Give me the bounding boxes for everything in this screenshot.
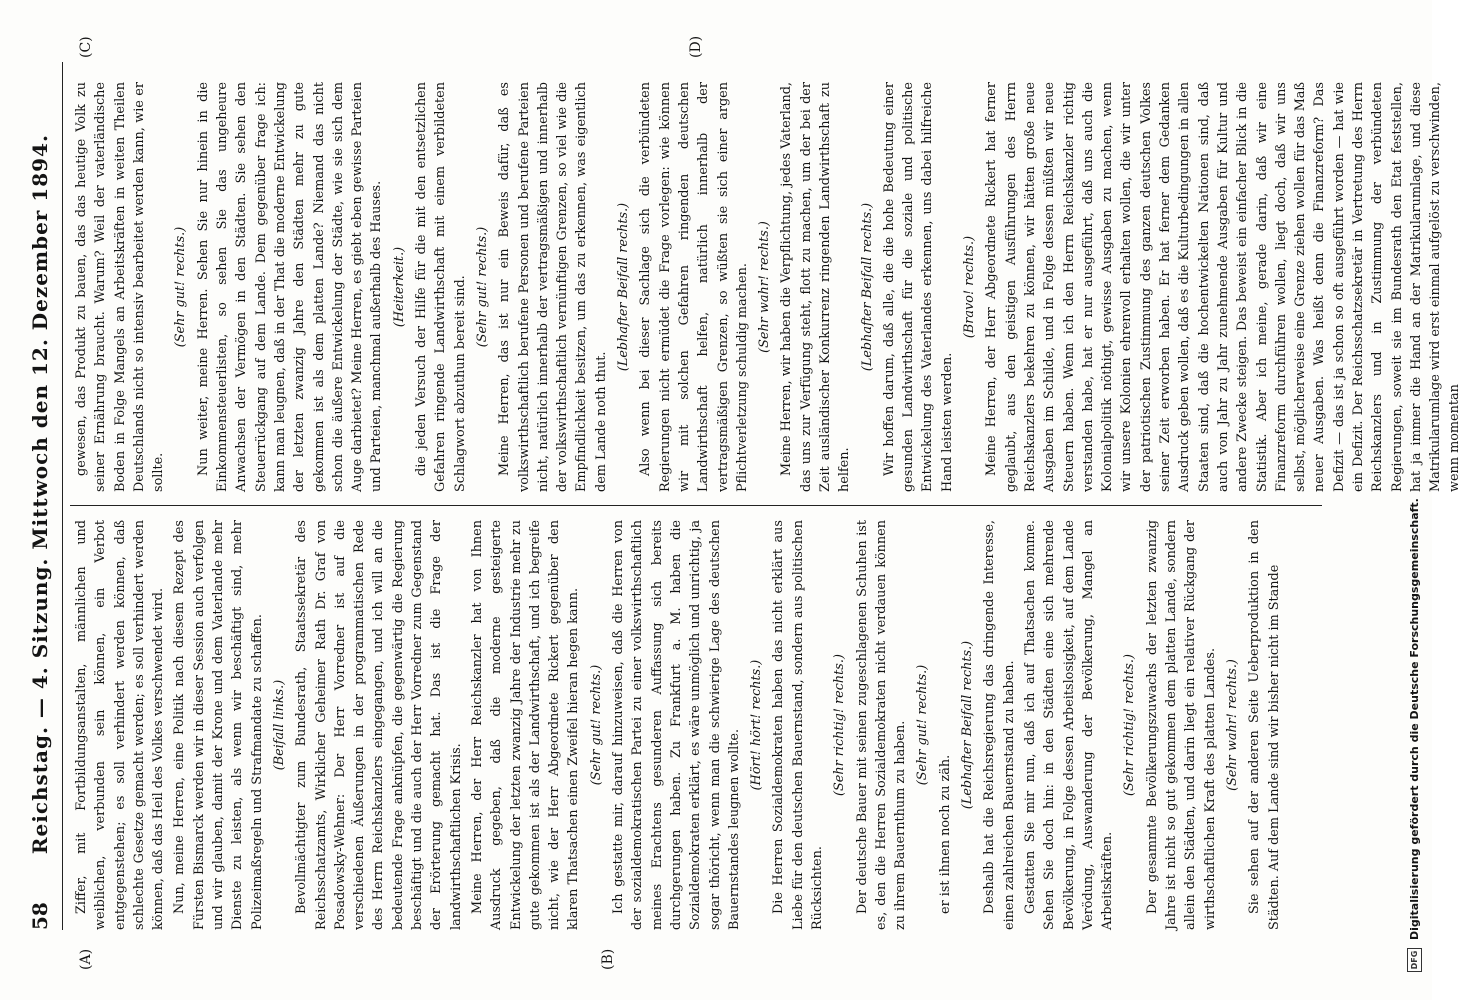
reaction-note: (Sehr wahr! rechts.) <box>757 221 773 353</box>
text-paragraph: Also wenn bei dieser Sachlage sich die verbündeten Regierungen nicht ermüdet die Frage vorlegen: wie können wir mit solchen Gefahren ringenden deutschen Landwirthschaft helfen, natürlich innerhalb der vertragsmäßigen Grenzen, so wüßten sie sich einer argen Pflichtverletzung schuldig machen. <box>638 82 750 492</box>
text-paragraph: Meine Herren, wir haben die Verpflichtung, jedes Vaterland, das uns zur Verfügung steht, flott zu machen, um der bei der Zeit ausländischer Konkurrenz ringenden Landwirthschaft zu helfen. <box>779 82 853 492</box>
reaction-note: (Sehr richtig! rechts.) <box>832 654 848 796</box>
text-paragraph: Meine Herren, der Herr Reichskanzler hat von Ihnen Ausdruck gegeben, daß die moderne gesteigerte Entwickelung der letzten zwanzig Jahre der Industrie mehr zu gute gekommen ist als der Landwirthschaft, und ich begreife nicht, wie der Herr Abgeordnete Rickert gegenüber den klaren Thatsachen einen Zweifel hieran hegen kann. <box>469 520 582 930</box>
reaction-note: (Lebhafter Beifall rechts.) <box>960 640 976 810</box>
column-divider <box>70 505 1322 506</box>
page-number: 58 <box>28 902 52 930</box>
reaction-note: (Sehr gut! rechts.) <box>474 226 490 348</box>
dfg-logo: DFG <box>1407 948 1422 972</box>
margin-marker-a: (A) <box>78 948 94 970</box>
text-paragraph: Deshalb hat die Reichsregierung das dringende Interesse, einen zahlreichen Bauernstand zu haben. <box>982 520 1017 930</box>
text-paragraph: er ist ihnen noch zu zäh. <box>937 754 953 914</box>
reaction-note: (Lebhafter Beifall rechts.) <box>859 202 875 372</box>
margin-marker-c: (C) <box>78 36 94 58</box>
reaction-note: (Sehr gut! rechts.) <box>915 664 931 786</box>
text-paragraph: Meine Herren, das ist nur ein Beweis dafür, daß es volkswirthschaftlich berufene Personen und berufene Parteien nicht, natürlich innerhalb der vertragsmäßigen und innerhalb der volkswirthschaftlich vernünftigen Grenzen, so viel wie die Empfindlichkeit besitzen, um das zu erkennen, was eigentlich dem Lande noth thut. <box>497 82 609 492</box>
page-header <box>18 62 63 930</box>
reaction-note: (Lebhafter Beifall rechts.) <box>616 202 632 372</box>
margin-marker-b: (B) <box>600 948 616 970</box>
text-paragraph: Meine Herren, der Herr Abgeordnete Rickert hat ferner geglaubt, aus den geistigen Ausführungen des Herrn Reichskanzlers bekehren zu können, wir hätten große neue Ausgaben im Schilde, und in Folge dessen müßten wir neue Steuern haben. Wenn ich den Herrn Reichskanzler richtig verstanden habe, hat er nur ausgeführt, daß uns auch die Kolonialpolitik nöthigt, gewisse Ausgaben zu machen, wenn wir unsere Kolonien ehrenvoll erhalten wollen, die wir unter der patriotischen Zustimmung des ganzen deutschen Volkes seiner Zeit erworben haben. Er hat ferner dem Gedanken Ausdruck geben wollen, daß es die Kulturbedingungen in allen Staaten sind, daß die hochentwickelten Nationen sind, daß auch von Jahr zu Jahr zunehmende Ausgaben für Kultur und andere Zwecke steigen. Das beweist ein einfacher Blick in die Statistik. Aber ich meine, gerade darin, daß wir eine Finanzreform durchführen wollen, liegt doch, daß wir uns selbst, möglicherweise eine Grenze ziehen wollen für das Maß neuer Ausgaben. Was heißt denn die Finanzreform? Das Defizit — das ist ja schon so oft ausgeführt worden — hat wie ein Defizit. Der Reichsschatzsekretär in Vertretung des Herrn Reichskanzlers und in Zustimmung der verbündeten Regierungen, soweit sie im Bundesrath den Etat feststellen, hat ja immer die Hand an der Matrikularumlage, und diese Matrikularumlage wird erst einmal aufgelöst zu verschwinden, wenn momentan <box>984 82 1463 492</box>
reaction-note: (Beifall links.) <box>271 679 287 771</box>
reaction-note: (Sehr wahr! rechts.) <box>1224 659 1240 791</box>
text-paragraph: Der gesammte Bevölkerungszuwachs der letzten zwanzig Jahre ist nicht so gut gekommen dem platten Lande, sondern allein den Städten, und darin liegt ein relativer Rückgang der wirthschaftlichen Kraft des platten Landes. <box>1144 520 1218 930</box>
text-paragraph: Wir hoffen darum, daß alle, die die hohe Bedeutung einer gesunden Landwirthschaft für die soziale und politische Entwickelung des Vaterlandes erkennen, uns dabei hilfreiche Hand leisten werden. <box>881 82 955 492</box>
text-paragraph: gewesen, das Produkt zu bauen, das das heutige Volk zu seiner Ernährung braucht. Warum? Weil der vaterländische Boden in Folge Mangels an Arbeitskräften in weiten Theilen Deutschlands nicht so intensiv bearbeitet werden kann, wie er sollte. <box>74 82 167 492</box>
text-paragraph: die jeden Versuch der Hilfe für die mit den entsetzlichen Gefahren ringende Landwirthschaft mit einem verbildeten Schlagwort abzuthun bereit sind. <box>414 82 468 492</box>
reaction-note: (Bravo! rechts.) <box>962 235 978 339</box>
margin-marker-d: (D) <box>688 35 704 58</box>
reaction-note: (Sehr gut! rechts.) <box>173 226 189 348</box>
text-paragraph: Gestatten Sie mir nun, daß ich auf Thatsachen komme. Sehen Sie doch hin: in den Städten eine sich mehrende Bevölkerung, in Folge dessen Arbeitslosigkeit, auf dem Lande Verödung, Auswanderung der Bevölkerung, Mangel an Arbeitskräften. <box>1022 520 1116 930</box>
running-title: Reichstag. — 4. Sitzung. Mittwoch den 12. Dezember 1894. <box>28 134 52 855</box>
text-paragraph: Nun, meine Herren, eine Politik nach diesem Rezept des Fürsten Bismarck werden wir in dieser Session auch verfolgen und wir glauben, damit der Krone und dem Vaterlande mehr Dienste zu leisten, als wenn wir beschäftigt sind, mehr Polizeimaßregeln und Strafmandate zu schaffen. <box>172 520 265 930</box>
left-text-column <box>72 520 1322 930</box>
reaction-note: (Heiterkeit.) <box>391 246 407 328</box>
reaction-note: (Sehr gut! rechts.) <box>588 664 604 786</box>
right-text-column <box>72 82 1463 492</box>
text-paragraph: Die Herren Sozialdemokraten haben das nicht erklärt aus Liebe für den deutschen Bauernstand, sondern aus politischen Rücksichten. <box>771 520 825 930</box>
text-paragraph: Ich gestatte mir, darauf hinzuweisen, daß die Herren von der sozialdemokratischen Partei zu einer volkswirthschaftlich meines Erachtens gesunderen Auffassung sich bereits durchgerungen haben. Zu Frankfurt a. M. haben die Sozialdemokraten erklärt, es wäre unmöglich und unrichtig, ja sogar thöricht, wenn man die schwierige Lage des deutschen Bauernstandes leugnen wollte. <box>611 520 742 930</box>
reaction-note: (Sehr richtig! rechts.) <box>1122 654 1138 796</box>
text-paragraph: Nun weiter, meine Herren. Sehen Sie nur hinein in die Einkommensteuerlisten, so sehen Sie das ungeheure Anwachsen der Vermögen in den Städten. Sie sehen den Steuerrückgang auf dem Lande. Dem gegenüber frage ich: kann man leugnen, daß in der That die moderne Entwickelung der letzten zwanzig Jahre den Städten mehr zu gute gekommen ist als dem platten Lande? Niemand das nicht schon die äußere Entwickelung der Städte, wie sie sich dem Auge darbietet? Meine Herren, es giebt eben gewisse Parteien und Parteien, manchmal außerhalb des Hauses. <box>195 82 385 492</box>
text-paragraph: Ziffer, mit Fortbildungsanstalten, männlichen und weiblichen, verbunden sein können, ein Verbot entgegenstehen; es soll verhindert werden können, daß schlechte Gesetze gemacht werden; es soll verhindert werden können, daß das Heil des Volkes verschwendet wird. <box>74 520 167 930</box>
text-paragraph: Bevollmächtigter zum Bundesrath, Staatssekretär des Reichsschatzamts, Wirklicher Geheimer Rath Dr. Graf von Posadowsky-Wehner: Der Herr Vorredner ist auf die verschiedenen Äußerungen in der programmatischen Rede des Herrn Reichskanzlers eingegangen, und ich will an die bedeutende Frage anknüpfen, die gegenwärtig die Regierung beschäftigt und die auch der Herr Vorredner zum Gegenstand der Erörterung gemacht hat. Das ist die Frage der landwirthschaftlichen Krisis. <box>294 520 464 930</box>
page-footer <box>1404 0 1424 1000</box>
text-paragraph: Der deutsche Bauer mit seinen zugeschlagenen Schuhen ist es, den die Herren Sozialdemokraten nicht verdauen können zu ihrem Bauernthum zu haben. <box>854 520 909 930</box>
reaction-note: (Hört! hört! rechts.) <box>749 659 765 791</box>
text-paragraph: Sie sehen auf der anderen Seite Ueberproduktion in den Städten. Auf dem Lande sind wir bisher nicht im Stande <box>1247 520 1282 930</box>
digitization-credit: Digitalisierung gefördert durch die Deutsche Forschungsgemeinschaft. <box>1407 498 1421 940</box>
